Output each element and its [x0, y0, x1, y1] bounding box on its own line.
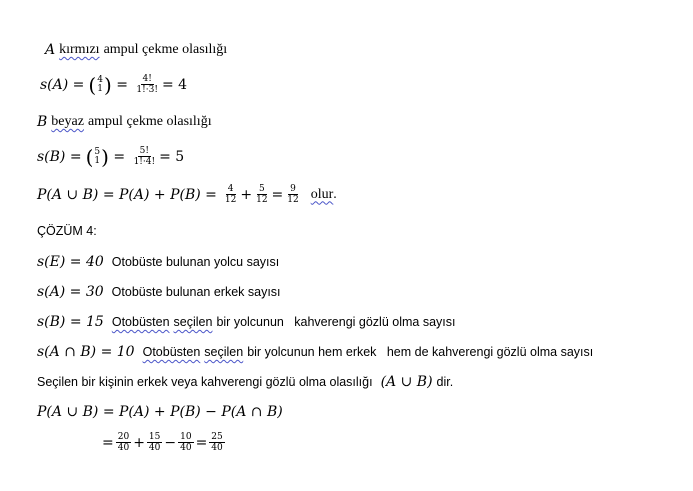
calc-frac-1: $\frac{20}{40}$: [117, 432, 130, 453]
calc-frac-4: $\frac{25}{40}$: [211, 432, 223, 453]
word-kirmizi: kırmızı: [59, 42, 100, 57]
sab-word-otobusten: Otobüsten: [142, 345, 201, 359]
sab-text: bir yolcunun hem erkek hem de kahverengi gözlü olma sayısı: [247, 345, 594, 359]
p-union-frac-3: $\frac{9}{12}$: [287, 184, 299, 205]
se-math: s(E) = 40: [37, 254, 104, 270]
se-text: Otobüste bulunan yolcu sayısı: [111, 255, 280, 269]
formula-line: [37, 404, 283, 420]
sa2-math: s(A) = 30: [37, 284, 104, 300]
sa-fraction: $\frac{4!}{1!\cdot 3!}$: [136, 74, 158, 95]
p-union-frac-2: $\frac{5}{12}$: [256, 184, 268, 205]
se-line: [37, 254, 279, 270]
sab-line: [37, 344, 593, 360]
sb2-math: s(B) = 15: [37, 314, 104, 330]
word-beyaz: beyaz: [51, 114, 84, 129]
set-a-label: A: [45, 42, 56, 58]
line-a-rest: ampul çekme olasılığı: [103, 42, 228, 57]
sa-result: = 4: [161, 76, 188, 93]
question-line: [37, 374, 453, 390]
word-olur: olur: [310, 186, 334, 202]
sa2-line: [37, 284, 281, 300]
sb2-line: [37, 314, 455, 330]
sab-word-secilen: seçilen: [204, 345, 244, 359]
line-b-rest: ampul çekme olasılığı: [87, 114, 212, 129]
calc-frac-3: $\frac{10}{40}$: [180, 432, 192, 453]
calc-line: = $\frac{20}{40}$ + $\frac{15}{40}$ − $\frac{10}{40}$ = $\frac{25}{40}$: [102, 432, 223, 453]
question-math: (A ∪ B): [380, 374, 433, 390]
set-b-label: B: [37, 114, 48, 130]
sb-result: = 5: [159, 148, 185, 165]
line-b-heading: [37, 114, 212, 130]
sb2-text: bir yolcunun kahverengi gözlü olma sayısı: [216, 315, 456, 329]
question-text: Seçilen bir kişinin erkek veya kahverengi gözlü olma olasılığı: [37, 375, 373, 389]
sab-math: s(A ∩ B) = 10: [37, 344, 135, 360]
sa2-text: Otobüste bulunan erkek sayısı: [111, 285, 281, 299]
sb-lhs: s(B) =: [37, 148, 82, 165]
p-union-lhs: P(A ∪ B) = P(A) + P(B) =: [37, 186, 217, 203]
sb2-word-otobusten: Otobüsten: [111, 315, 170, 329]
line-a-heading: [45, 42, 227, 58]
sb-equation: s(B) = ( 5 1 ) = $\frac{5!}{1!\cdot 4!}$ = 5: [37, 144, 185, 169]
sb2-word-secilen: seçilen: [173, 315, 213, 329]
solution-heading: ÇÖZÜM 4:: [37, 224, 97, 238]
sb-fraction: $\frac{5!}{1!\cdot 4!}$: [133, 146, 156, 167]
sa-lhs: s(A) =: [40, 76, 85, 93]
sa-equation: s(A) = ( 4 1 ) = $\frac{4!}{1!\cdot 3!}$ = 4: [40, 72, 188, 97]
formula: P(A ∪ B) = P(A) + P(B) − P(A ∩ B): [37, 404, 283, 420]
p-union-equation: P(A ∪ B) = P(A) + P(B) = $\frac{4}{12}$ + $\frac{5}{12}$ = $\frac{9}{12}$ olur .: [37, 184, 337, 205]
sa-binomial: ( 4 1 ): [88, 72, 112, 97]
sb-binomial: ( 5 1 ): [85, 144, 109, 169]
p-union-frac-1: $\frac{4}{12}$: [224, 184, 237, 205]
calc-frac-2: $\frac{15}{40}$: [148, 432, 161, 453]
question-end: dir.: [436, 375, 454, 389]
